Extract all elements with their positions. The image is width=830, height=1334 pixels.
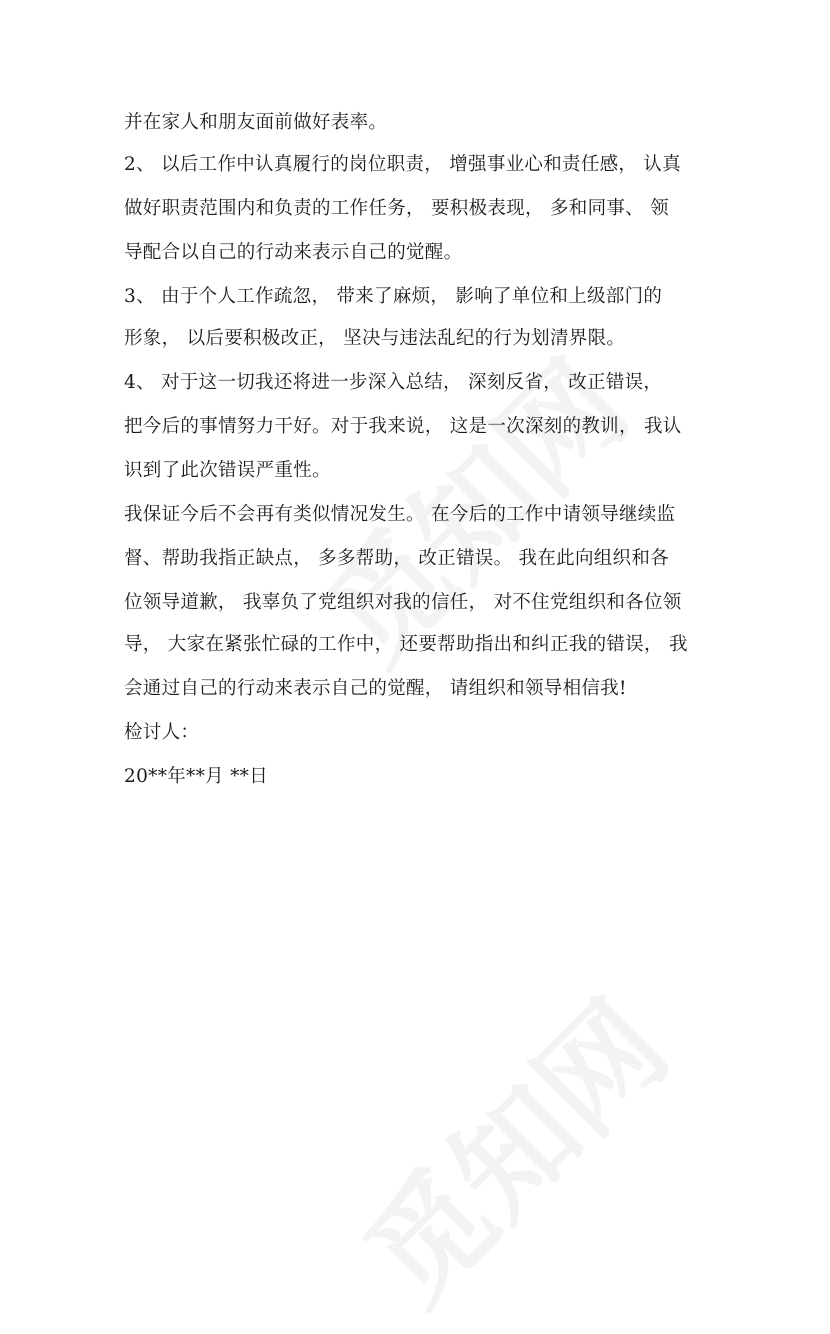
signer-label: 检讨人： [124, 722, 200, 743]
paragraph-line: 3、 由于个人工作疏忽， 带来了麻烦， 影响了单位和上级部门的 [124, 286, 663, 307]
paragraph-line: 导， 大家在紧张忙碌的工作中， 还要帮助指出和纠正我的错误， 我 [124, 634, 688, 655]
date-line: 20**年**月 **日 [124, 766, 269, 787]
watermark [322, 958, 698, 1334]
paragraph-line: 2、 以后工作中认真履行的岗位职责， 增强事业心和责任感， 认真 [124, 154, 682, 175]
paragraph-line: 导配合以自己的行动来表示自己的觉醒。 [124, 242, 463, 263]
paragraph-line: 督、帮助我指正缺点， 多多帮助， 改正错误。 我在此向组织和各 [124, 548, 669, 569]
paragraph-line: 位领导道歉， 我辜负了党组织对我的信任， 对不住党组织和各位领 [124, 592, 682, 613]
paragraph-line: 把今后的事情努力干好。对于我来说， 这是一次深刻的教训， 我认 [124, 416, 682, 437]
paragraph-line: 做好职责范围内和负责的工作任务， 要积极表现， 多和同事、 领 [124, 198, 669, 219]
paragraph-line: 形象， 以后要积极改正， 坚决与违法乱纪的行为划清界限。 [124, 328, 626, 349]
paragraph-line: 会通过自己的行动来表示自己的觉醒， 请组织和领导相信我! [124, 678, 627, 699]
paragraph-line: 我保证今后不会再有类似情况发生。 在今后的工作中请领导继续监 [124, 504, 676, 525]
paragraph-line: 并在家人和朋友面前做好表率。 [124, 112, 388, 133]
paragraph-line: 识到了此次错误严重性。 [124, 460, 331, 481]
paragraph-line: 4、 对于这一切我还将进一步深入总结， 深刻反省， 改正错误， [124, 372, 663, 393]
